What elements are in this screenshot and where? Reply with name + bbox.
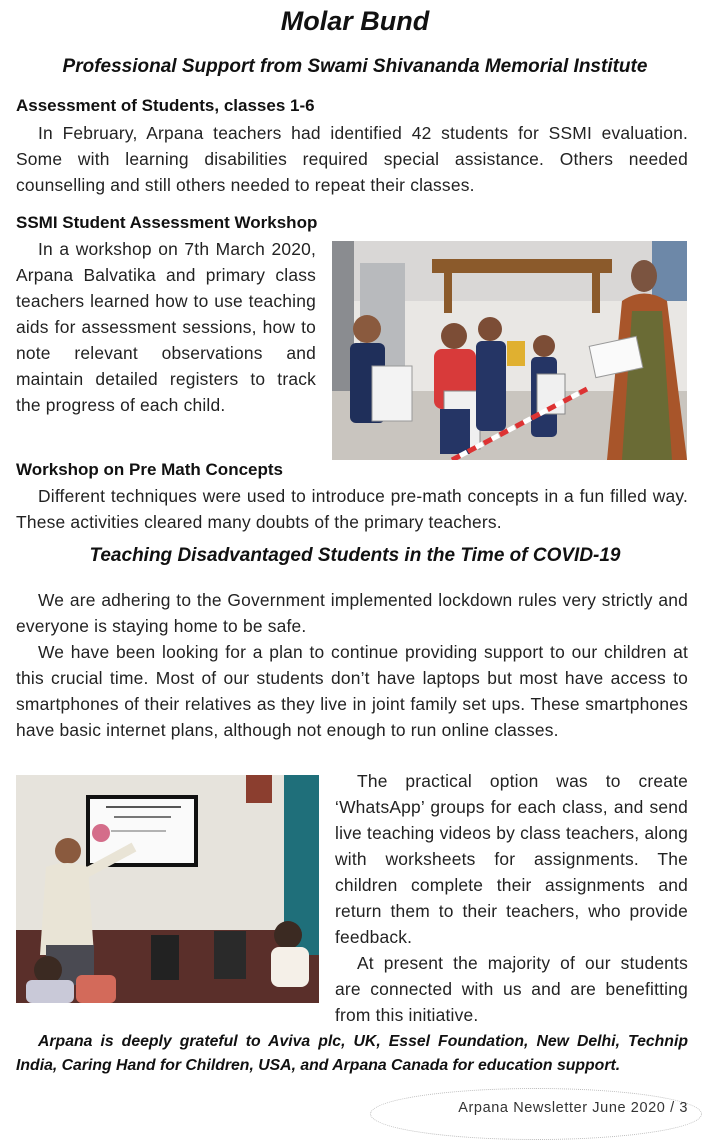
- section-text-assessment: [16, 120, 688, 198]
- computer-lab-photo-image: [16, 775, 319, 1003]
- paragraph: At present the majority of our students are connected with us and are benefitting from this initiative.: [335, 953, 688, 1025]
- paragraph: The practical option was to create ‘WhatsApp’ groups for each class, and send live teaching videos by class teachers, along with worksheets for assignments. The children complete their assignments and return them to their teachers, who provide feedback.: [335, 771, 688, 947]
- paragraph: Different techniques were used to introduce pre-math concepts in a fun filled way. These activities cleared many doubts of the primary teachers.: [16, 486, 688, 532]
- paragraph: We are adhering to the Government implemented lockdown rules very strictly and everyone is staying home to be safe.: [16, 590, 688, 636]
- page-footer: Arpana Newsletter June 2020 / 3: [458, 1100, 688, 1116]
- paragraph: We have been looking for a plan to continue providing support to our children at this crucial time. Most of our students don’t have laptops but most have access to smartphones of their relatives as they live in joint family set ups. These smartphones have basic internet plans, although not enough to run online classes.: [16, 642, 688, 740]
- classroom-photo-image: [332, 241, 687, 460]
- classroom-photo: [332, 241, 687, 460]
- computer-lab-photo: [16, 775, 319, 1003]
- page-subtitle: Professional Support from Swami Shivananda Memorial Institute: [62, 56, 648, 77]
- section-heading-workshop: SSMI Student Assessment Workshop: [16, 213, 318, 232]
- page-title: Molar Bund: [280, 6, 430, 36]
- section-text-covid: [16, 587, 688, 743]
- acknowledgement-text: Arpana is deeply grateful to Aviva plc, UK, Essel Foundation, New Delhi, Technip India, Caring Hand for Children, USA, and Arpana Canada for education support.: [16, 1033, 688, 1074]
- section-heading-premath: Workshop on Pre Math Concepts: [16, 460, 283, 479]
- section-text-workshop: [16, 236, 316, 418]
- section-text-covid-cont: [335, 768, 688, 1028]
- paragraph: In February, Arpana teachers had identified 42 students for SSMI evaluation. Some with learning disabilities required special assistance. Others needed counselling and still others needed to repeat their classes.: [16, 123, 688, 195]
- section-heading-covid: Teaching Disadvantaged Students in the Time of COVID-19: [89, 545, 621, 566]
- section-heading-assessment: Assessment of Students, classes 1-6: [16, 96, 315, 115]
- acknowledgement: [16, 1030, 688, 1078]
- paragraph: In a workshop on 7th March 2020, Arpana Balvatika and primary class teachers learned how to use teaching aids for assessment sessions, how to note relevant observations and maintain detailed registers to track the progress of each child.: [16, 239, 316, 415]
- section-text-premath: [16, 483, 688, 535]
